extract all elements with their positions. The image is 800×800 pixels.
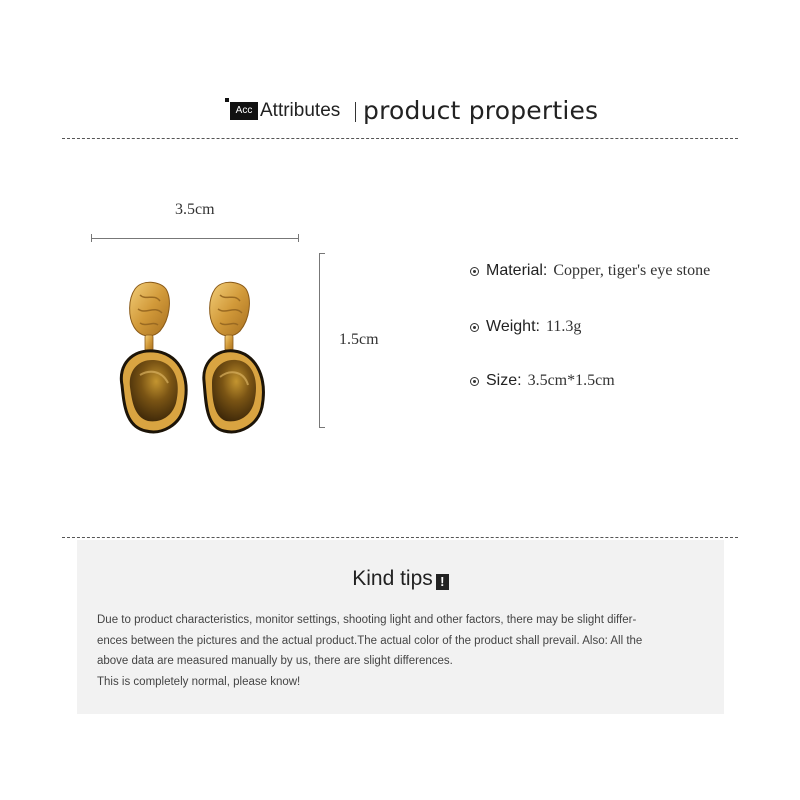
width-dimension-tick-right — [298, 234, 299, 242]
spec-key: Size: — [486, 372, 522, 389]
height-dimension-tick-top — [319, 253, 325, 254]
tips-title-text: Kind tips — [352, 567, 433, 590]
bottom-dashed-divider — [62, 537, 738, 538]
tips-line: This is completely normal, please know! — [97, 675, 301, 688]
exclamation-icon: ! — [436, 574, 449, 590]
spec-size — [470, 370, 615, 392]
page-title: product properties — [363, 96, 599, 125]
width-dimension-line — [91, 238, 299, 239]
height-dimension-line — [319, 253, 320, 427]
bullet-icon — [470, 267, 479, 276]
tips-line: Due to product characteristics, monitor settings, shooting light and other factors, there may be slight differ- — [97, 614, 637, 626]
spec-material — [470, 260, 710, 282]
tips-body — [97, 610, 709, 692]
width-dimension-tick-left — [91, 234, 92, 242]
tips-heading — [77, 567, 724, 591]
height-dimension-tick-bottom — [319, 427, 325, 428]
spec-value: 11.3g — [545, 318, 582, 335]
top-dashed-divider — [62, 138, 738, 139]
tips-line: above data are measured manually by us, there are slight differences. — [97, 655, 453, 667]
attributes-label: Attributes — [260, 100, 341, 121]
height-dimension-label: 1.5cm — [339, 331, 379, 348]
right-earring — [204, 282, 264, 432]
spec-value: 3.5cm*1.5cm — [527, 372, 615, 389]
left-earring — [121, 282, 186, 432]
bullet-icon — [470, 323, 479, 332]
section-header — [0, 96, 800, 126]
acc-badge: Acc — [230, 102, 258, 120]
header-square-icon — [225, 98, 229, 102]
header-divider — [355, 102, 356, 122]
width-dimension-label: 3.5cm — [175, 201, 215, 218]
spec-weight — [470, 316, 581, 338]
tips-line: ences between the pictures and the actual product.The actual color of the product shall prevail. Also: All the — [97, 634, 643, 647]
earrings-product-image — [100, 275, 290, 465]
spec-value: Copper, tiger's eye stone — [553, 262, 711, 279]
spec-key: Material: — [486, 262, 548, 279]
spec-key: Weight: — [486, 318, 540, 335]
kind-tips-panel — [77, 540, 724, 714]
bullet-icon — [470, 377, 479, 386]
